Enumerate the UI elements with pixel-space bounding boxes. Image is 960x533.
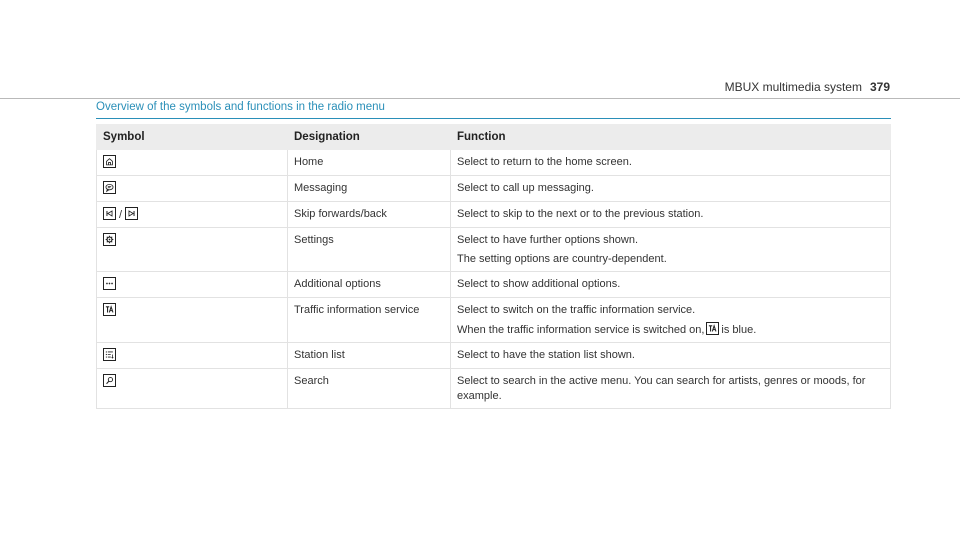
designation-cell: Settings [288, 228, 451, 272]
symbol-cell [97, 176, 288, 202]
more-options-icon [103, 277, 116, 290]
function-cell [451, 150, 891, 176]
designation-cell: Station list [288, 343, 451, 369]
symbol-cell [97, 343, 288, 369]
function-text: Select to switch on the traffic information service. [457, 304, 696, 316]
skip-forward-icon [125, 207, 138, 220]
function-note [457, 322, 884, 338]
table-row [97, 298, 891, 343]
function-text: Select to call up messaging. [457, 182, 594, 194]
symbols-table [96, 124, 891, 409]
table-row [97, 369, 891, 409]
section-title: Overview of the symbols and functions in the radio menu [96, 101, 385, 113]
table-row [97, 176, 891, 202]
designation-cell: Traffic information service [288, 298, 451, 343]
table-row [97, 272, 891, 298]
table-row [97, 343, 891, 369]
function-cell [451, 343, 891, 369]
function-text: Select to have the station list shown. [457, 349, 635, 361]
table-header-row [97, 125, 891, 150]
traffic-announcement-icon [103, 303, 116, 316]
function-note: The setting options are country-dependent. [457, 253, 667, 265]
section-underline [96, 118, 891, 119]
header-divider [0, 98, 960, 99]
function-cell [451, 272, 891, 298]
function-note-pre: When the traffic information service is switched on, [457, 324, 705, 336]
search-icon [103, 374, 116, 387]
page-number: 379 [869, 80, 890, 94]
column-header-symbol: Symbol [97, 125, 288, 150]
column-header-function: Function [451, 125, 891, 150]
settings-icon [103, 233, 116, 246]
function-cell [451, 369, 891, 409]
function-cell [451, 298, 891, 343]
function-text: Select to show additional options. [457, 278, 621, 290]
symbol-cell [97, 272, 288, 298]
station-list-icon [103, 348, 116, 361]
manual-section-title: MBUX multimedia system [724, 80, 862, 94]
messaging-icon [103, 181, 116, 194]
function-text: Select to search in the active menu. You can search for artists, genres or moods, for example. [457, 375, 866, 402]
column-header-designation: Designation [288, 125, 451, 150]
designation-cell: Messaging [288, 176, 451, 202]
function-text: Select to return to the home screen. [457, 156, 632, 168]
home-icon [103, 155, 116, 168]
function-note-post: is blue. [721, 324, 757, 336]
symbol-cell [97, 228, 288, 272]
function-text: Select to skip to the next or to the previous station. [457, 208, 704, 220]
designation-cell: Additional options [288, 272, 451, 298]
symbol-cell [97, 369, 288, 409]
skip-back-icon [103, 207, 116, 220]
designation-cell: Search [288, 369, 451, 409]
skip-separator: / [119, 209, 123, 221]
function-cell [451, 176, 891, 202]
table-row [97, 202, 891, 228]
traffic-announcement-inline-icon [706, 322, 719, 335]
function-cell [451, 228, 891, 272]
designation-cell: Home [288, 150, 451, 176]
table-row [97, 150, 891, 176]
function-cell [451, 202, 891, 228]
designation-cell: Skip forwards/back [288, 202, 451, 228]
function-text: Select to have further options shown. [457, 234, 638, 246]
symbol-cell [97, 202, 288, 228]
page-header [725, 80, 890, 94]
table-row [97, 228, 891, 272]
symbol-cell [97, 150, 288, 176]
symbol-cell [97, 298, 288, 343]
